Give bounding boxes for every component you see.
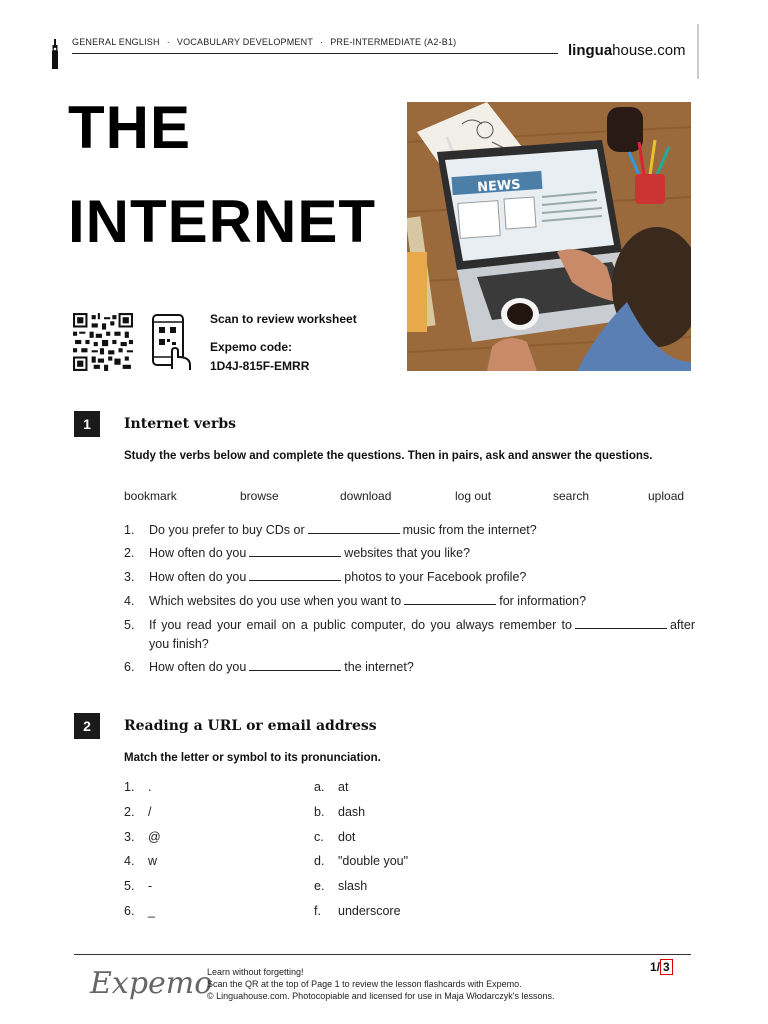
phone-scan-icon xyxy=(150,313,192,371)
section-title: Reading a URL or email address xyxy=(124,718,377,734)
answer-blank[interactable] xyxy=(249,545,341,557)
answer-blank[interactable] xyxy=(308,522,400,534)
footer-divider xyxy=(74,954,691,955)
section-title: Internet verbs xyxy=(124,416,236,432)
header-divider xyxy=(72,53,558,54)
page-number: 1/ 3 xyxy=(650,960,673,974)
expemo-logo: Expemo xyxy=(90,966,213,1001)
word-bank-item: browse xyxy=(240,489,279,503)
word-bank-item: download xyxy=(340,489,392,503)
page-title-line1: THE xyxy=(68,94,191,161)
footer-text xyxy=(207,966,555,1002)
qr-code-icon[interactable] xyxy=(73,313,133,371)
footer-tagline: Learn without forgetting! xyxy=(207,967,304,977)
answer-blank[interactable] xyxy=(249,659,341,671)
photo-news-text: NEWS xyxy=(476,177,522,196)
answer-blank[interactable] xyxy=(249,569,341,581)
breadcrumb-level: PRE-INTERMEDIATE (A2-B1) xyxy=(330,37,457,47)
word-bank-item: log out xyxy=(455,489,492,503)
breadcrumb xyxy=(72,37,456,47)
word-bank-item: search xyxy=(553,489,590,503)
section-instruction: Study the verbs below and complete the questions. Then in pairs, ask and answer the questions. xyxy=(124,450,653,462)
answer-blank[interactable] xyxy=(404,593,496,605)
footer-scan-note: Scan the QR at the top of Page 1 to review the lesson flashcards with Expemo. xyxy=(207,979,522,989)
expemo-code-label: Expemo code: xyxy=(210,340,293,354)
section-number: 1 xyxy=(74,411,100,437)
breadcrumb-separator: · xyxy=(320,37,324,47)
answer-blank[interactable] xyxy=(575,617,667,629)
brand-divider xyxy=(697,24,699,79)
breadcrumb-topic: VOCABULARY DEVELOPMENT xyxy=(176,37,314,47)
breadcrumb-separator: · xyxy=(166,37,170,47)
brand-logo: linguahouse.com xyxy=(568,42,686,59)
page-title-line2: INTERNET xyxy=(68,188,376,255)
scan-to-review-label: Scan to review worksheet xyxy=(210,312,357,326)
footer-copyright: © Linguahouse.com. Photocopiable and licensed for use in Maja Włodarczyk's lessons. xyxy=(207,991,555,1001)
word-bank-item: bookmark xyxy=(124,489,177,503)
page-header xyxy=(50,34,700,78)
laptop-news-photo xyxy=(407,102,691,371)
section-number: 2 xyxy=(74,713,100,739)
expemo-code-value: 1D4J-815F-EMRR xyxy=(210,359,310,373)
word-bank-item: upload xyxy=(648,489,685,503)
breadcrumb-course: GENERAL ENGLISH xyxy=(72,37,160,47)
section-instruction: Match the letter or symbol to its pronunciation. xyxy=(124,752,381,764)
big-ben-icon xyxy=(50,39,60,69)
